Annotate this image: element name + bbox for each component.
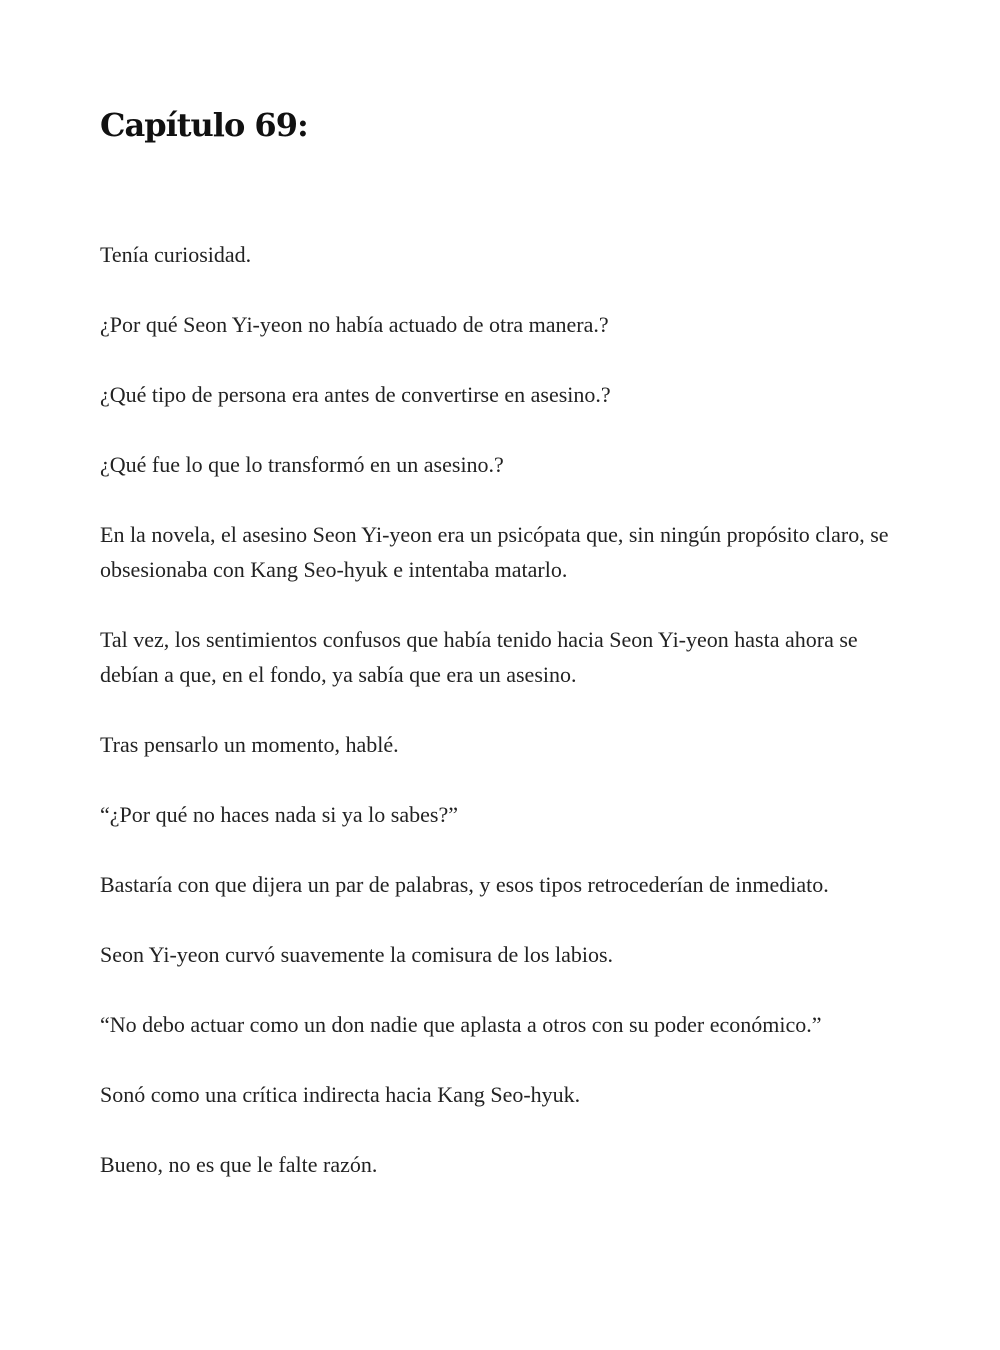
paragraph: Tras pensarlo un momento, hablé. [100,732,399,757]
chapter-title: Capítulo 69: [100,106,308,144]
paragraph: ¿Qué fue lo que lo transformó en un asesino.? [100,452,504,477]
dialogue-paragraph: “No debo actuar como un don nadie que aplasta a otros con su poder económico.” [100,1012,822,1037]
chapter-body [100,237,900,1217]
paragraph: Bueno, no es que le falte razón. [100,1152,378,1177]
dialogue-paragraph: “¿Por qué no haces nada si ya lo sabes?” [100,802,458,827]
paragraph: ¿Qué tipo de persona era antes de convertirse en asesino.? [100,382,611,407]
paragraph: Tenía curiosidad. [100,242,252,267]
paragraph: Sonó como una crítica indirecta hacia Kang Seo-hyuk. [100,1082,581,1107]
paragraph: ¿Por qué Seon Yi-yeon no había actuado de otra manera.? [100,312,609,337]
paragraph: Seon Yi-yeon curvó suavemente la comisura de los labios. [100,942,614,967]
paragraph: En la novela, el asesino Seon Yi-yeon era un psicópata que, sin ningún propósito claro, se obsesionaba con Kang Seo-hyuk e intentaba matarlo. [100,522,889,582]
paragraph: Tal vez, los sentimientos confusos que había tenido hacia Seon Yi-yeon hasta ahora se debían a que, en el fondo, ya sabía que era un asesino. [100,627,858,687]
paragraph: Bastaría con que dijera un par de palabras, y esos tipos retrocederían de inmediato. [100,872,829,897]
